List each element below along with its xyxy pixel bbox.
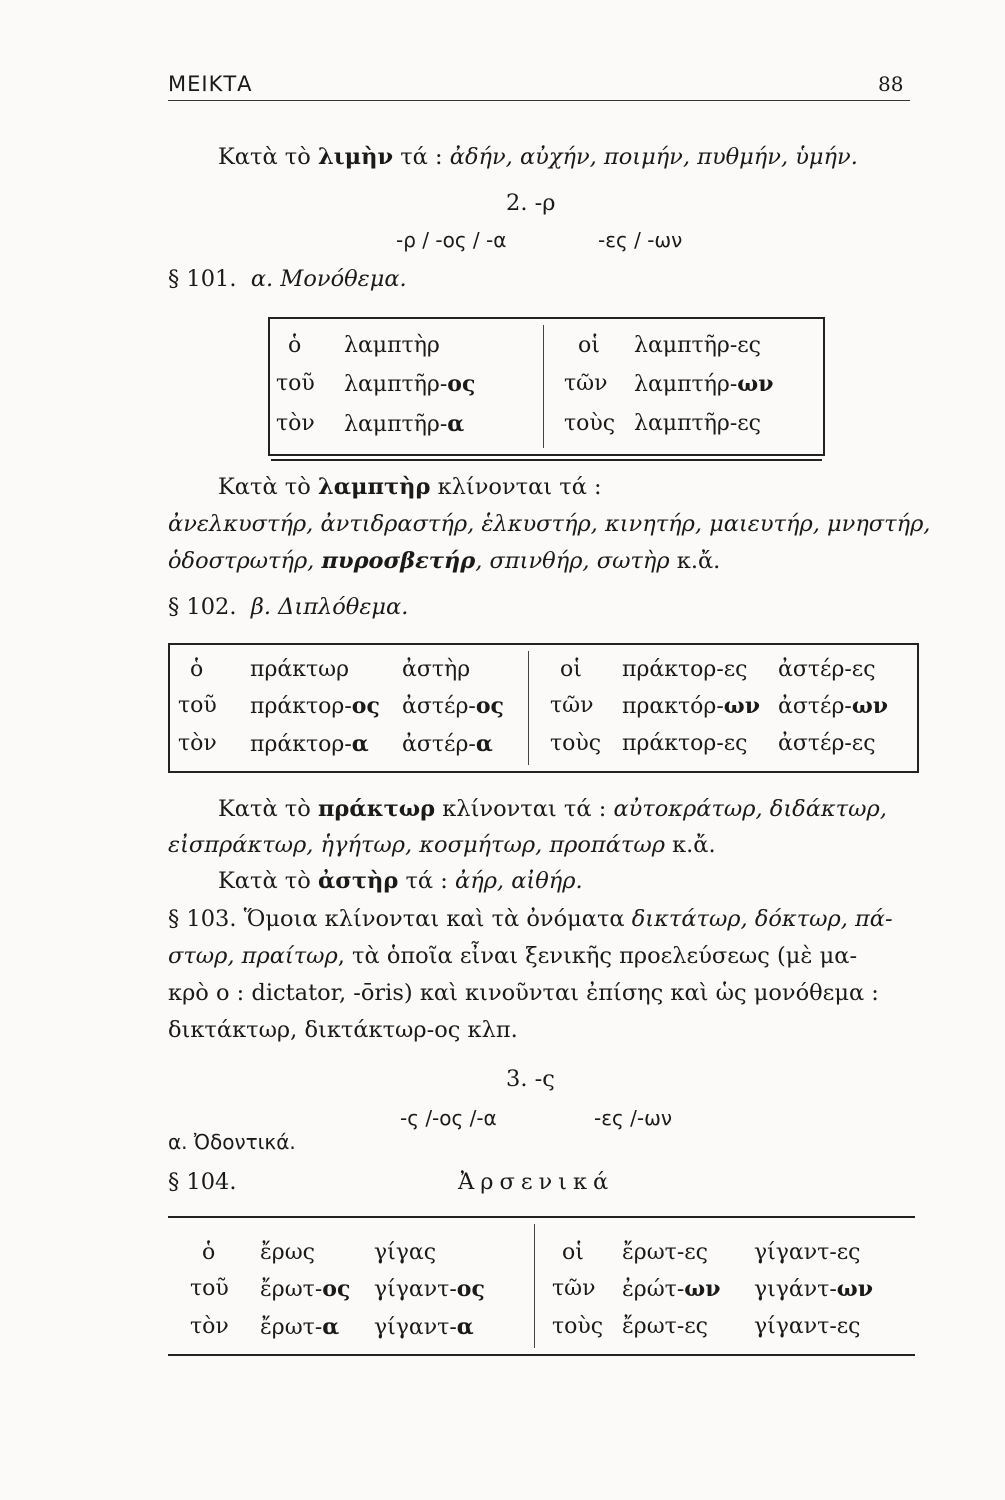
t104-pl-w2-0: γίγαντ-ες [754, 1240, 861, 1265]
t101-sg-art-0: ὁ [288, 333, 302, 358]
t104-sg-w1-0: ἔρως [260, 1240, 315, 1265]
t102-pl-art-2: τοὺς [550, 731, 602, 756]
t101-pl-art-2: τοὺς [564, 411, 616, 436]
after-102-line-1: Κατὰ τὸ πράκτωρ κλίνονται τά : αὐτοκράτωρ, διδάκτωρ, [218, 796, 887, 822]
t102-pl-w2-0: ἀστέρ-ες [778, 657, 876, 682]
intro-keyword: λιμὴν [317, 144, 394, 170]
t104-sg-art-0: ὁ [202, 1240, 216, 1265]
t101-sg-form-0: λαμπτὴρ [344, 333, 440, 358]
header-rule [168, 100, 910, 101]
table-104 [168, 1216, 915, 1356]
after-101-line-3: ὁδοστρωτήρ, πυροσβετήρ, σπινθήρ, σωτὴρ κ.ἄ. [168, 548, 721, 574]
section-3-title: 3. -ς [506, 1066, 555, 1092]
t104-pl-w1-1: ἐρώτ-ων [622, 1276, 721, 1302]
t104-sg-w2-0: γίγας [374, 1240, 437, 1265]
t102-sg-art-1: τοῦ [178, 693, 217, 718]
section-2-title: 2. -ρ [506, 190, 556, 216]
paragraph-101-number: § 101. [168, 266, 237, 292]
after-102-line-3: Κατὰ τὸ ἀστὴρ τά : ἀήρ, αἰθήρ. [218, 868, 583, 894]
t101-pl-form-1: λαμπτήρ-ων [634, 371, 774, 397]
t101-pl-form-0: λαμπτῆρ-ες [634, 333, 761, 358]
t101-pl-art-0: οἱ [578, 333, 600, 358]
table-101 [268, 317, 825, 456]
table-102 [168, 643, 919, 773]
intro-prefix: Κατὰ τὸ [218, 144, 318, 170]
t101-pl-art-1: τῶν [564, 371, 608, 396]
paragraph-101-label: α. Μονόθεμα. [250, 266, 407, 292]
running-header-title: ΜΕΙΚΤΑ [168, 72, 253, 96]
paragraph-102-label: β. Διπλόθεμα. [250, 594, 409, 620]
t104-pl-w1-2: ἔρωτ-ες [622, 1314, 709, 1339]
after-102-keyword: πράκτωρ [317, 796, 436, 822]
t101-sg-form-1: λαμπτῆρ-ος [344, 371, 476, 397]
paragraph-104-label: Ἀρσενικά [458, 1169, 615, 1195]
t102-sg-w1-2: πράκτορ-α [250, 731, 369, 757]
t101-pl-form-2: λαμπτῆρ-ες [634, 411, 761, 436]
table-104-divider [534, 1224, 535, 1348]
intro-middle: τά : [393, 144, 450, 170]
t104-sg-art-1: τοῦ [190, 1276, 229, 1301]
t104-sg-w2-1: γίγαντ-ος [374, 1276, 485, 1302]
t101-sg-form-2: λαμπτῆρ-α [344, 411, 465, 437]
t102-pl-art-0: οἱ [560, 657, 582, 682]
t104-pl-w2-1: γιγάντ-ων [754, 1276, 873, 1302]
paragraph-103-number: § 103. [168, 906, 237, 932]
paragraph-103-line-3: κρὸ ο : dictator, -ōris) καὶ κινοῦνται ἐπίσης καὶ ὡς μονόθεμα : [168, 980, 879, 1006]
t102-sg-w2-2: ἀστέρ-α [402, 731, 493, 757]
table-102-divider [528, 651, 529, 765]
paragraph-101-heading [168, 264, 407, 295]
t104-pl-w1-0: ἔρωτ-ες [622, 1240, 709, 1265]
t102-sg-w2-1: ἀστέρ-ος [402, 693, 504, 719]
t102-pl-w2-1: ἀστέρ-ων [778, 693, 889, 719]
t102-sg-w1-0: πράκτωρ [250, 657, 350, 682]
t102-sg-art-2: τὸν [178, 731, 217, 756]
t104-sg-w1-1: ἔρωτ-ος [260, 1276, 351, 1302]
intro-words: ἀδήν, αὐχήν, ποιμήν, πυθμήν, ὑμήν. [449, 144, 858, 170]
page-number: 88 [878, 72, 904, 96]
paragraph-103-line-2: στωρ, πραίτωρ, τὰ ὁποῖα εἶναι ξενικῆς προελεύσεως (μὲ μα- [168, 943, 858, 969]
t104-sg-art-2: τὸν [190, 1314, 229, 1339]
section-2-endings-plural: -ες / -ων [598, 228, 683, 252]
after-101-line-2: ἀνελκυστήρ, ἀντιδραστήρ, ἑλκυστήρ, κινητήρ, μαιευτήρ, μνηστήρ, [168, 511, 931, 537]
t104-pl-art-1: τῶν [552, 1276, 596, 1301]
table-101-divider [543, 325, 544, 448]
paragraph-103-line-1: § 103. Ὅμοια κλίνονται καὶ τὰ ὀνόματα δικτάτωρ, δόκτωρ, πά- [168, 906, 893, 932]
t102-pl-w2-2: ἀστέρ-ες [778, 731, 876, 756]
t104-pl-art-2: τοὺς [552, 1314, 604, 1339]
t102-pl-w1-2: πράκτορ-ες [622, 731, 748, 756]
t102-sg-art-0: ὁ [190, 657, 204, 682]
t104-sg-w2-2: γίγαντ-α [374, 1314, 474, 1340]
t102-sg-w1-1: πράκτορ-ος [250, 693, 380, 719]
paragraph-102-number: § 102. [168, 594, 237, 620]
t104-sg-w1-2: ἔρωτ-α [260, 1314, 340, 1340]
after-102-keyword-2: ἀστὴρ [317, 868, 399, 894]
intro-line [218, 142, 858, 173]
t102-pl-w1-1: πρακτόρ-ων [622, 693, 761, 719]
after-102-line-2: εἰσπράκτωρ, ἡγήτωρ, κοσμήτωρ, προπάτωρ κ.ἄ. [168, 832, 716, 858]
t102-pl-art-1: τῶν [550, 693, 594, 718]
t101-sg-art-1: τοῦ [276, 371, 315, 396]
section-2-endings-singular: -ρ / -ος / -α [396, 228, 507, 252]
t104-pl-art-0: οἱ [562, 1240, 584, 1265]
t101-sg-art-2: τὸν [276, 411, 315, 436]
paragraph-102-heading [168, 592, 408, 623]
t102-sg-w2-0: ἀστὴρ [402, 657, 471, 682]
t104-pl-w2-2: γίγαντ-ες [754, 1314, 861, 1339]
paragraph-103-line-4: δικτάκτωρ, δικτάκτωρ-ος κλπ. [168, 1017, 518, 1043]
section-3-subheading: α. Ὀδοντικά. [168, 1130, 296, 1154]
section-3-endings-singular: -ς /-ος /-α [400, 1106, 497, 1130]
section-3-endings-plural: -ες /-ων [594, 1106, 672, 1130]
t102-pl-w1-0: πράκτορ-ες [622, 657, 748, 682]
after-101-line-1: Κατὰ τὸ λαμπτὴρ κλίνονται τά : [218, 474, 602, 500]
paragraph-104-number: § 104. [168, 1169, 237, 1195]
after-101-keyword: λαμπτὴρ [317, 474, 431, 500]
